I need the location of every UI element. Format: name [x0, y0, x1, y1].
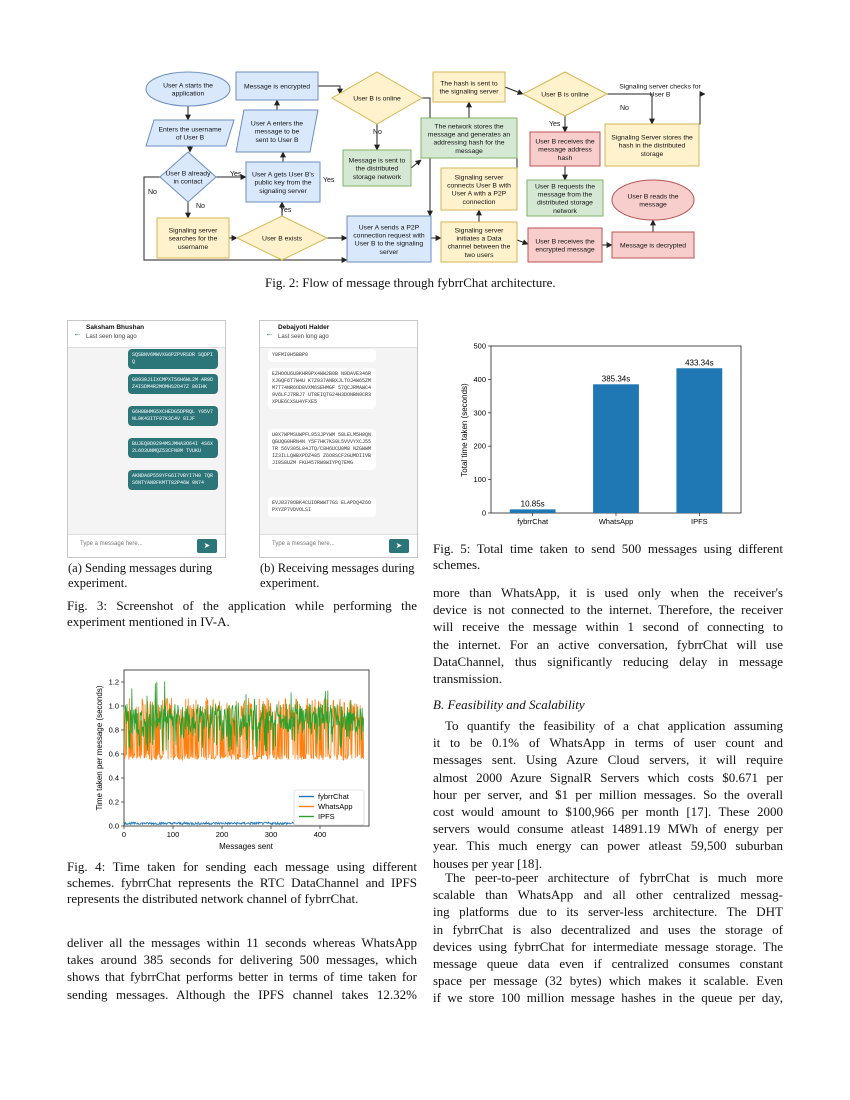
text-line: servers would consume atleast 14891.19 MWh of energy per: [433, 821, 783, 837]
bar-ipfs: [676, 368, 722, 513]
fig3-caption: [67, 598, 417, 630]
y-tick-label: 400: [473, 374, 486, 384]
flow-node-a-starts: [146, 72, 230, 106]
flow-node-network-stores: [421, 118, 517, 158]
flow-node-text: User B: [649, 91, 671, 99]
fig4-caption: [67, 859, 417, 907]
y-tick-label: 0: [481, 508, 486, 518]
flow-node-text: message: [455, 147, 483, 155]
flow-node-decrypted: [612, 232, 694, 258]
subcaption-line: (b) Receiving messages during: [260, 561, 415, 575]
text-line: space per message (32 bytes) which makes it scalable. Even: [433, 973, 783, 989]
flow-node-server-checks: [619, 84, 701, 99]
message-composer: [260, 534, 417, 557]
text-line: The peer-to-peer architecture of fybrrChat is much more: [445, 870, 783, 885]
last-seen: Last seen long ago: [86, 334, 137, 340]
flow-node-a-gets-key: [246, 162, 320, 202]
y-tick-label: 0.0: [108, 821, 119, 831]
y-axis-label: Total time taken (seconds): [460, 383, 469, 477]
legend: [294, 790, 364, 825]
flow-node-text: two users: [464, 251, 494, 259]
chat-message-bubble: AKNDA6P559YFG6I7VBYI7H0 7QRS6NTYAN8FKMTT82P46W 9N74: [128, 470, 218, 490]
right-paragraph-2: [433, 717, 783, 872]
flow-node-text: sent to User B: [255, 136, 299, 144]
text-line: To quantify the feasibility of a chat application assuming: [445, 718, 783, 733]
y-tick-label: 1.0: [108, 701, 119, 711]
caption-line: schemes. fybrrChat represents the RTC DataChannel and IPFS: [67, 875, 417, 890]
text-line: shows that fybrrChat performs better in terms of time taken for: [67, 969, 417, 985]
subcaption-line: experiment.: [68, 576, 128, 590]
flow-node-text: message: [639, 201, 667, 209]
y-tick-label: 0.8: [108, 725, 119, 735]
y-tick-label: 500: [473, 341, 486, 351]
total-time-bar-chart: [455, 338, 755, 528]
text-line: devices using fybrrChat for intermediate message storage. The: [433, 938, 783, 954]
phone-sending: [67, 320, 226, 558]
chat-header: [260, 321, 417, 348]
flow-node-text: message to be: [254, 128, 300, 136]
flow-node-b-reads: [612, 180, 694, 220]
flow-node-encrypted: [236, 72, 318, 100]
y-tick-label: 1.2: [108, 677, 119, 687]
caption-line: Fig. 3: Screenshot of the application while performing the: [67, 598, 417, 613]
flow-edge-label: Yes: [230, 171, 242, 178]
flow-node-text: User B is online: [541, 91, 589, 99]
flow-node-text: User B exists: [261, 235, 303, 243]
flow-edge: [607, 94, 652, 124]
flow-node-text: connection request with: [353, 232, 425, 240]
text-line: transmission.: [433, 671, 502, 687]
right-paragraph-1: [433, 584, 783, 687]
flow-edge: [517, 240, 528, 244]
flow-node-a-sends-p2p: [347, 216, 431, 262]
x-tick-label: 300: [264, 830, 278, 839]
flow-node-text: application: [171, 90, 205, 98]
flow-node-text: distributed storage: [537, 199, 593, 207]
flow-node-text: network: [553, 207, 577, 215]
chat-message-bubble: U0X7WPMSUWPFL953JPYWM 58LELM5H0QNQGUQG0HRN4N Y5F7HK7KS9L5VVVYXCJ55TR 56V305L84JTQ/C8H6UCU0M8 NZGWWMIZ3ILLQWBXPDZ485 Z6O8SCF2GUMDIIVBJI0S8UZM FKU457RW9WIYPQ7EMG: [268, 429, 376, 470]
x-tick-label: 0: [121, 830, 127, 839]
y-tick-label: 100: [473, 475, 486, 485]
flow-node-text: User B receives the: [535, 138, 595, 146]
flow-node-enter-username: [146, 120, 234, 146]
bar-whatsapp: [593, 384, 639, 513]
message-composer: [68, 534, 225, 557]
flow-node-text: storage: [640, 150, 664, 158]
x-tick-label: 200: [215, 830, 229, 839]
flow-edge: [505, 87, 523, 94]
flow-edge: [318, 86, 340, 94]
flow-node-b-exists: [237, 216, 327, 260]
text-line: more than WhatsApp, it is used only when the receiver's: [433, 585, 783, 600]
chat-header: [68, 321, 225, 348]
flow-node-b-online1: [332, 72, 422, 124]
flow-node-text: Message is decrypted: [619, 242, 687, 250]
flow-node-text: storage network: [352, 173, 402, 181]
flow-node-text: Signaling server: [168, 227, 218, 235]
contact-name: Saksham Bhushan: [86, 324, 145, 331]
flow-node-text: User B receives the: [535, 238, 595, 246]
text-line: takes around 385 seconds for delivering 500 messages, which: [67, 952, 417, 968]
y-tick-label: 200: [473, 441, 486, 451]
text-line: messages sent. Using Azure Cloud servers, it will require: [433, 752, 783, 768]
text-line: almost 2000 Azure SignalR Servers which costs $0.671 per: [433, 769, 783, 785]
flow-node-text: initiates a Data: [456, 235, 502, 243]
text-line: will receive the message within 1 second of connecting to: [433, 619, 783, 635]
flow-node-text: addressing hash for the: [433, 139, 505, 147]
flow-node-text: User A sends a P2P: [358, 224, 420, 232]
flow-node-text: in contact: [173, 178, 203, 186]
flow-node-text: connection: [462, 198, 496, 206]
flow-node-b-receives-hash: [530, 132, 600, 166]
text-line: in fybrrChat is also decentralized and uses the storage of: [433, 921, 783, 937]
flow-node-text: message address: [538, 146, 592, 154]
flow-node-text: Message is sent to: [348, 157, 406, 165]
flow-node-text: channel between the: [447, 243, 511, 251]
flow-node-text: Signaling server checks for: [619, 83, 701, 91]
flow-node-sent-storage: [343, 150, 411, 186]
chat-message-bubble: EZHOOU6U9KHR9PX4WW2B0B N9DAVE346RXJGQF6T7W4U K7Z037ANBXJLTOJ4W65ZM M7T74NR6OD8VXM6SEHMGF 57QCJRMAWC49V6LFJ7RBJ7 UT8EIQTG24H3DONBN0CR3 XPUE6CXSU4YFXE5: [268, 368, 376, 409]
flow-edge-label: Yes: [323, 177, 335, 184]
legend-label: fybrrChat: [318, 792, 349, 801]
x-tick-label: IPFS: [690, 517, 708, 526]
caption-line: experiment mentioned in IV-A.: [67, 614, 230, 629]
chat-message-bubble: BUJEQ0D0294MSJMHA3O64I 4S6X2L6O3UNMQZ53CFN0M TVUKU: [128, 438, 218, 458]
flow-node-text: User B already: [165, 170, 211, 178]
flow-node-text: User B requests the: [534, 183, 596, 191]
text-line: year. This much energy can power atleast 59,500 suburban: [433, 838, 783, 854]
flow-node-already-contact: [160, 152, 216, 202]
flow-edge-label: Yes: [280, 207, 292, 214]
x-axis-label: Messages sent: [219, 842, 273, 851]
x-tick-label: WhatsApp: [598, 517, 634, 526]
flow-edge-label: No: [196, 203, 205, 210]
flow-node-hash-sent: [433, 72, 505, 102]
send-icon[interactable]: ➤: [197, 539, 217, 553]
bar-fybrrchat: [510, 509, 556, 513]
subcaption-line: experiment.: [260, 576, 320, 590]
left-paragraph: [67, 934, 417, 1003]
bar-value-label: 433.34s: [685, 358, 714, 368]
flow-node-text: hash in the distributed: [618, 142, 686, 150]
flow-node-text: Message is encrypted: [243, 83, 311, 91]
text-line: deliver all the messages within 11 seconds whereas WhatsApp: [67, 935, 417, 950]
flow-node-text: The hash is sent to: [440, 80, 498, 88]
flow-node-text: the distributed: [355, 165, 399, 173]
text-line: it to be 0.1% of WhatsApp in terms of user count and: [433, 735, 783, 751]
flow-node-text: server: [379, 248, 399, 256]
architecture-flowchart: [0, 0, 850, 270]
text-line: scalable than WhatsApp and all other centralized messag-: [433, 887, 783, 903]
y-tick-label: 0.4: [108, 773, 119, 783]
subcaption-line: (a) Sending messages during: [68, 561, 213, 575]
flow-node-text: message and generates an: [427, 131, 511, 139]
fig3a-subcaption: [68, 561, 212, 591]
text-line: the internet. For an active conversation, fybrrChat will use: [433, 636, 783, 652]
section-heading: B. Feasibility and Scalability: [433, 697, 585, 712]
flow-edge-label: Yes: [549, 121, 561, 128]
flow-node-text: username: [177, 243, 209, 251]
flow-edge-label: No: [148, 189, 157, 196]
flow-node-b-online2: [523, 72, 607, 116]
flow-node-text: User A gets User B's: [251, 171, 315, 179]
flow-node-text: The network stores the: [434, 123, 504, 131]
x-tick-label: 400: [313, 830, 327, 839]
fig2-caption: Fig. 2: Flow of message through fybrrChat architecture.: [265, 275, 556, 290]
legend-label: IPFS: [318, 812, 335, 821]
text-line: sending messages. Although the IPFS channel takes 12.32%: [67, 986, 417, 1002]
per-message-time-chart: [92, 665, 392, 855]
flow-node-text: of User B: [175, 134, 205, 142]
back-arrow-icon[interactable]: ←: [73, 328, 82, 338]
last-seen: Last seen long ago: [278, 334, 329, 340]
message-input[interactable]: Type a message here...: [272, 541, 335, 547]
flow-node-text: signaling server: [259, 187, 307, 195]
flow-node-server-stores-hash: [605, 124, 699, 166]
back-arrow-icon[interactable]: ←: [265, 328, 274, 338]
flow-node-text: User A with a P2P: [451, 190, 507, 198]
x-tick-label: 100: [166, 830, 180, 839]
chat-message-bubble: G6H8BHMG5XCHEDG5DPRQL Y95V7NL9K43ITF97K3C4V 8IJF: [128, 406, 218, 426]
flow-edge-label: No: [620, 105, 629, 112]
caption-line: Fig. 5: Total time taken to send 500 messages using different: [433, 541, 783, 556]
text-line: message queue data even if centralized consumes constant: [433, 956, 783, 972]
flow-edge-label: No: [373, 129, 382, 136]
flow-node-text: the signaling server: [439, 88, 499, 96]
flow-node-signaling-initiates: [441, 222, 517, 262]
flow-node-text: message from the: [537, 191, 593, 199]
legend-label: WhatsApp: [318, 802, 353, 811]
message-input[interactable]: Type a message here...: [80, 541, 143, 547]
flow-node-text: connects User B with: [447, 182, 511, 190]
caption-line: schemes.: [433, 557, 481, 572]
x-tick-label: fybrrChat: [517, 517, 549, 526]
flow-node-signaling-connects: [441, 168, 517, 210]
chat-message-bubble: SQSBNV6MWVXG6PZPVRSDR SQDPIQ: [128, 349, 218, 369]
flow-node-b-requests: [527, 180, 603, 216]
text-line: cost would amount to $100,966 per month [17]. These 2000: [433, 804, 783, 820]
y-tick-label: 0.6: [108, 749, 119, 759]
flow-node-text: public key from the: [254, 179, 312, 187]
text-line: ing platforms due to its server-less architecture. The DHT: [433, 904, 783, 920]
flow-node-signaling-search: [157, 218, 229, 258]
flow-node-text: User A starts the: [163, 82, 213, 90]
fig3b-subcaption: [260, 561, 414, 591]
chat-message-bubble: Y0FMI0H5BBP0: [268, 349, 376, 362]
flow-node-text: Signaling Server stores the: [611, 134, 693, 142]
flow-node-text: User B reads the: [627, 193, 679, 201]
bar-value-label: 385.34s: [601, 374, 631, 384]
bar-value-label: 10.85s: [520, 499, 545, 509]
text-line: houses per year [18].: [433, 855, 543, 871]
y-tick-label: 0.2: [108, 797, 119, 807]
chat-message-bubble: EVJ8370OBK4CUIORWWT7GS ELAPDQ4Z6OPXYZP7VDVOLSI: [268, 497, 376, 517]
flow-node-b-receives-enc: [528, 228, 602, 262]
flow-node-text: Signaling server: [454, 174, 504, 182]
phone-receiving: [259, 320, 418, 558]
flow-node-a-enters: [236, 110, 318, 152]
text-line: device is not connected to the internet. Therefore, the receiver: [433, 602, 783, 618]
text-line: DataChannel, thus significantly reducing delay in message: [433, 653, 783, 669]
fig5-caption: [433, 541, 783, 573]
flow-node-text: User B is online: [353, 95, 401, 103]
text-line: if we store 100 million message hashes in the queue per day,: [433, 990, 783, 1006]
flow-node-text: searches for the: [168, 235, 218, 243]
flow-node-text: Signaling server: [454, 227, 504, 235]
caption-line: Fig. 4: Time taken for sending each message using different: [67, 859, 417, 874]
contact-name: Debajyoti Halder: [278, 324, 330, 331]
flow-edge: [411, 160, 421, 168]
y-tick-label: 300: [473, 408, 486, 418]
send-icon[interactable]: ➤: [389, 539, 409, 553]
chat-message-bubble: G8930J1IXCMPXT56H6WL2M AR9DZ4ISDM4R2MOMHS2O47Z 80IHK: [128, 374, 218, 394]
text-line: hour per server, and $1 per million messages. So the overall: [433, 786, 783, 802]
flow-node-text: hash: [557, 154, 573, 162]
y-axis-label: Time taken per message (seconds): [95, 685, 104, 811]
flow-node-text: User A enters the: [250, 120, 304, 128]
flow-node-text: Enters the username: [158, 126, 222, 134]
caption-line: represents the distributed network channel of fybrrChat.: [67, 891, 359, 906]
flow-node-text: User B to the signaling: [354, 240, 424, 248]
flow-node-text: encrypted message: [535, 246, 595, 254]
right-paragraph-3: [433, 869, 783, 1007]
